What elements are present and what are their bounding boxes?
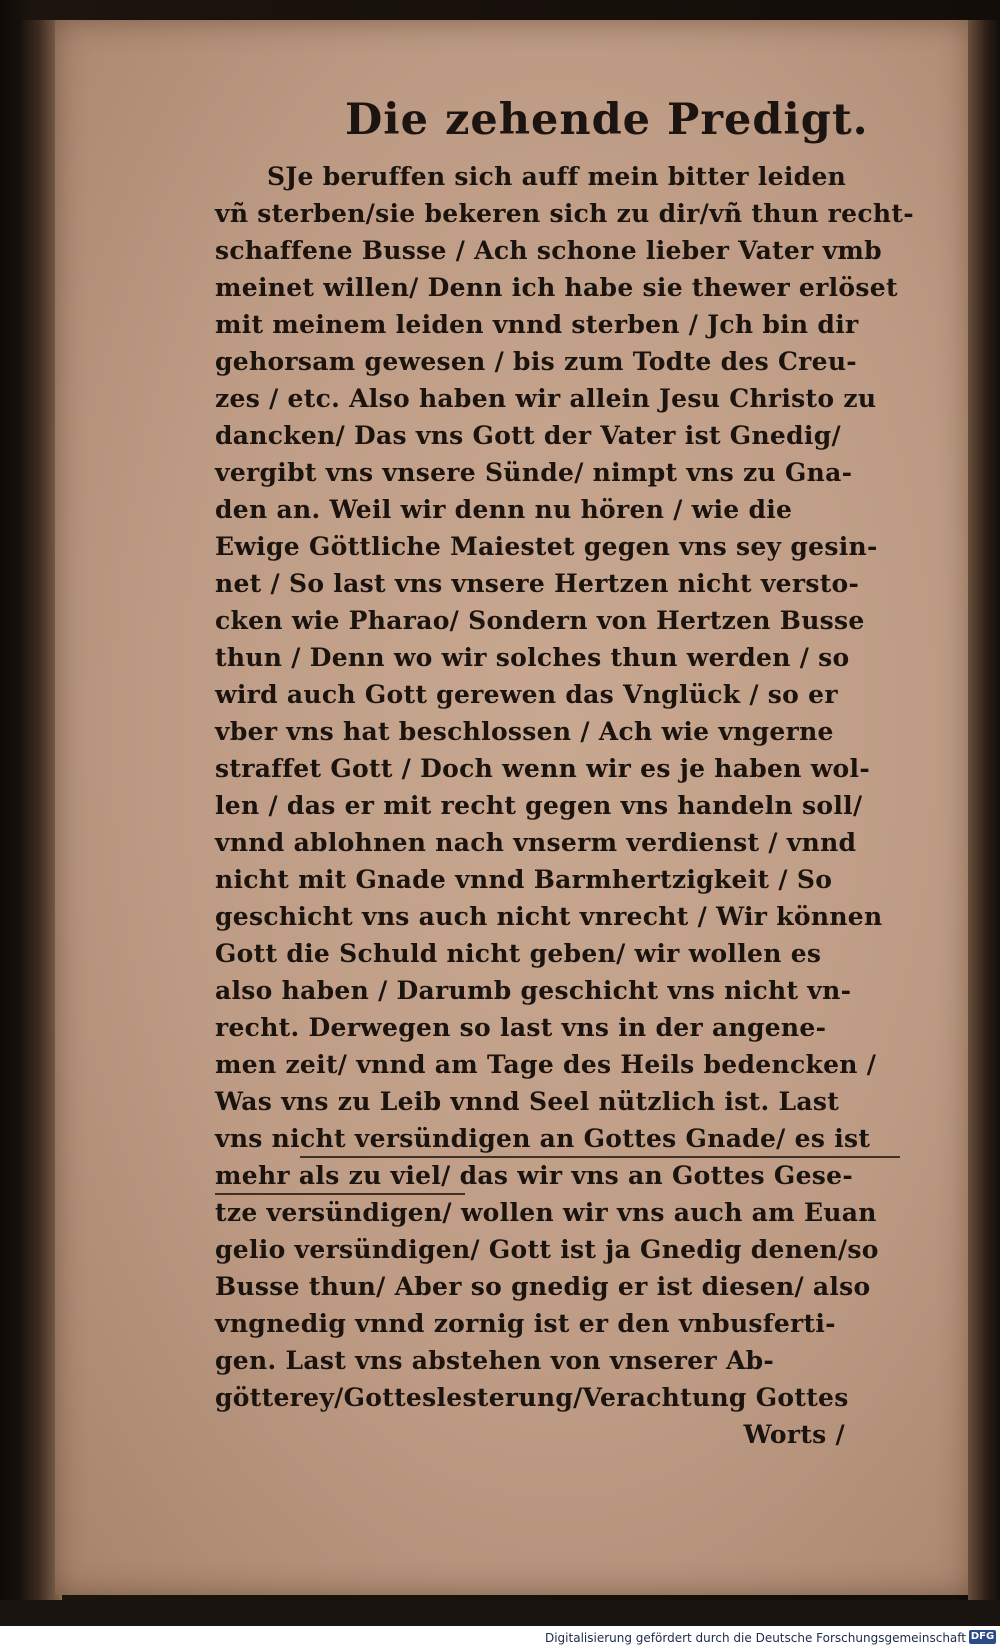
text-line: Was vns zu Leib vnnd Seel nützlich ist. Last	[215, 1087, 840, 1116]
text-line: also haben / Darumb geschicht vns nicht vn-	[215, 976, 852, 1005]
footer-credit: Digitalisierung gefördert durch die Deutsche Forschungsgemeinschaft	[544, 1631, 966, 1645]
text-line: zes / etc. Also haben wir allein Jesu Christo zu	[215, 384, 877, 413]
text-line: den an. Weil wir denn nu hören / wie die	[215, 495, 793, 524]
text-line: Busse thun/ Aber so gnedig er ist diesen/ also	[215, 1272, 871, 1301]
text-line: gen. Last vns abstehen von vnserer Ab-	[215, 1346, 775, 1375]
page-right-edge	[968, 20, 1000, 1600]
text-line: dancken/ Das vns Gott der Vater ist Gnedig/	[215, 421, 841, 450]
text-line: gehorsam gewesen / bis zum Todte des Creu-	[215, 347, 857, 376]
text-line: meinet willen/ Denn ich habe sie thewer erlöset	[215, 273, 898, 302]
text-line: vngnedig vnnd zornig ist er den vnbusferti-	[215, 1309, 836, 1338]
text-line: gelio versündigen/ Gott ist ja Gnedig denen/so	[215, 1235, 879, 1264]
text-line: Ewige Göttliche Maiestet gegen vns sey gesin-	[215, 532, 878, 561]
text-line: geschicht vns auch nicht vnrecht / Wir können	[215, 902, 883, 931]
body-text	[215, 158, 914, 1453]
text-line: schaffene Busse / Ach schone lieber Vater vmb	[215, 236, 882, 265]
text-line: götterey/Gotteslesterung/Verachtung Gottes	[215, 1383, 849, 1412]
text-line: mehr als zu viel/ das wir vns an Gottes Gese-	[215, 1161, 854, 1190]
text-line: tze versündigen/ wollen wir vns auch am Euan	[215, 1198, 877, 1227]
text-line: recht. Derwegen so last vns in der angene-	[215, 1013, 827, 1042]
text-line: straffet Gott / Doch wenn wir es je haben wol-	[215, 754, 870, 783]
text-line: vber vns hat beschlossen / Ach wie vngerne	[215, 717, 834, 746]
text-line: len / das er mit recht gegen vns handeln soll/	[215, 791, 863, 820]
text-line: vñ sterben/sie bekeren sich zu dir/vñ thun recht-	[215, 199, 914, 228]
dfg-logo: DFG	[970, 1631, 995, 1642]
text-line: cken wie Pharao/ Sondern von Hertzen Busse	[215, 606, 865, 635]
handwritten-underline	[300, 1156, 900, 1158]
text-line: mit meinem leiden vnnd sterben / Jch bin dir	[215, 310, 859, 339]
text-line: vergibt vns vnsere Sünde/ nimpt vns zu Gna-	[215, 458, 853, 487]
page-heading: Die zehende Predigt.	[345, 95, 869, 145]
text-line: thun / Denn wo wir solches thun werden / so	[215, 643, 850, 672]
text-line: SJe beruffen sich auff mein bitter leiden	[267, 162, 847, 191]
text-line: vns nicht versündigen an Gottes Gnade/ es ist	[215, 1124, 871, 1153]
text-line: wird auch Gott gerewen das Vnglück / so er	[215, 680, 838, 709]
text-line: net / So last vns vnsere Hertzen nicht versto-	[215, 569, 860, 598]
catchword: Worts /	[743, 1420, 845, 1449]
text-line: nicht mit Gnade vnnd Barmhertzigkeit / So	[215, 865, 833, 894]
handwritten-underline	[215, 1193, 465, 1195]
text-line: men zeit/ vnnd am Tage des Heils bedencken /	[215, 1050, 877, 1079]
text-line: Gott die Schuld nicht geben/ wir wollen es	[215, 939, 822, 968]
text-line: vnnd ablohnen nach vnserm verdienst / vnnd	[215, 828, 857, 857]
